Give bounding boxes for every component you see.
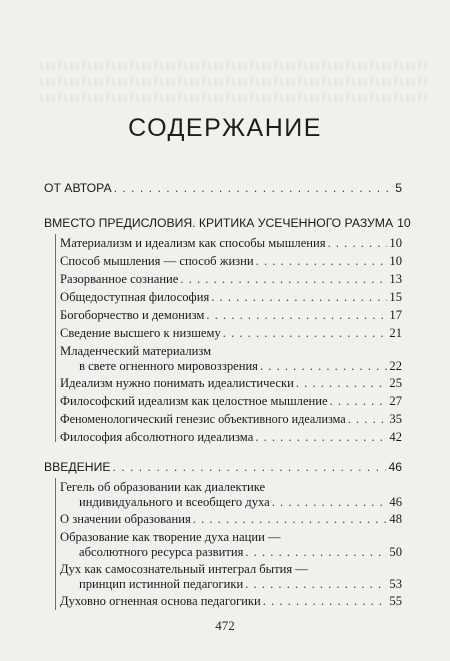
toc-entry-label: Сведение высшего к низшему — [60, 326, 221, 340]
page-title: СОДЕРЖАНИЕ — [128, 114, 322, 142]
toc-section[interactable] — [44, 460, 402, 475]
toc-page-number: 10 — [397, 216, 411, 230]
toc-entry[interactable] — [60, 394, 402, 409]
toc-leader — [206, 308, 387, 323]
toc-leader — [263, 594, 388, 609]
toc-leader — [296, 376, 388, 391]
toc-page-number: 5 — [395, 181, 402, 195]
toc-page-number: 22 — [389, 359, 402, 373]
toc-leader — [112, 460, 386, 475]
toc-page-number: 25 — [389, 376, 402, 390]
toc-entry-label: Младенческий материализм — [60, 344, 212, 358]
toc-entry-label: Разорванное сознание — [60, 272, 179, 286]
toc-entry[interactable] — [60, 562, 402, 592]
toc-leader — [260, 359, 387, 374]
toc-entry[interactable] — [60, 530, 402, 560]
toc-entry-label: Гегель об образовании как диалектике — [60, 480, 266, 494]
toc-leader — [114, 181, 394, 196]
toc-entry-label: Феноменологический генезис объективного идеализма — [60, 412, 346, 426]
toc-entry[interactable] — [60, 272, 402, 287]
toc-page-number: 17 — [389, 308, 402, 322]
toc-entry[interactable] — [60, 512, 402, 527]
toc-leader — [245, 545, 387, 560]
toc-page-number: 21 — [389, 326, 402, 340]
toc-leader — [180, 272, 387, 287]
toc-entry-label: Общедоступная философия — [60, 290, 210, 304]
toc-entry-label: Идеализм нужно понимать идеалистически — [60, 376, 294, 390]
toc-entry[interactable] — [60, 594, 402, 609]
toc-entry-label-continued: абсолютного ресурса развития — [79, 545, 244, 559]
toc-entry-label: Богоборчество и демонизм — [60, 308, 205, 322]
toc-entry-label-continued: индивидуального и всеобщего духа — [79, 495, 270, 509]
toc-entry-label: Философия абсолютного идеализма — [60, 430, 254, 444]
toc-entry-label: Материализм и идеализм как способы мышления — [60, 236, 326, 250]
toc-entry-label: Дух как самосознательный интеграл бытия — — [60, 562, 308, 576]
toc-page-number: 53 — [389, 577, 402, 591]
toc-section[interactable] — [44, 216, 411, 231]
toc-section[interactable] — [44, 181, 402, 196]
toc-entry[interactable] — [60, 308, 402, 323]
toc-entry-label: Философский идеализм как целостное мышление — [60, 394, 328, 408]
section-rule — [55, 478, 56, 610]
toc-entry[interactable] — [60, 344, 402, 374]
toc-page-number: 55 — [389, 594, 402, 608]
toc-section-label: ВМЕСТО ПРЕДИСЛОВИЯ. КРИТИКА УСЕЧЕННОГО РАЗУМА — [44, 216, 394, 230]
show-through-text — [40, 94, 428, 102]
toc-section-label: ВВЕДЕНИЕ — [44, 460, 111, 474]
toc-page-number: 13 — [389, 272, 402, 286]
toc-entry-label: Способ мышления — способ жизни — [60, 254, 254, 268]
toc-entry[interactable] — [60, 430, 402, 445]
toc-leader — [272, 495, 388, 510]
toc-entry-label-continued: в свете огненного мировоззрения — [79, 359, 258, 373]
toc-page-number: 15 — [389, 290, 402, 304]
toc-page-number: 46 — [388, 460, 402, 474]
show-through-text — [40, 78, 428, 86]
toc-page-number: 42 — [389, 430, 402, 444]
toc-entry[interactable] — [60, 412, 402, 427]
toc-page-number: 48 — [389, 512, 402, 526]
toc-leader — [256, 254, 388, 269]
show-through-text — [40, 62, 428, 70]
toc-leader — [328, 236, 388, 251]
toc-entry-label: Духовно огненная основа педагогики — [60, 594, 261, 608]
toc-page-number: 46 — [389, 495, 402, 509]
toc-section-label: ОТ АВТОРА — [44, 181, 112, 195]
toc-entry[interactable] — [60, 254, 402, 269]
toc-entry[interactable] — [60, 290, 402, 305]
toc-page-number: 35 — [389, 412, 402, 426]
toc-entry[interactable] — [60, 326, 402, 341]
toc-leader — [223, 326, 388, 341]
toc-entry-label-continued: принцип истинной педагогики — [79, 577, 244, 591]
toc-page-number: 10 — [389, 254, 402, 268]
toc-leader — [245, 577, 387, 592]
toc-entry[interactable] — [60, 376, 402, 391]
section-rule — [55, 234, 56, 442]
toc-entry-label: Образование как творение духа нации — — [60, 530, 281, 544]
toc-leader — [255, 430, 387, 445]
toc-leader — [348, 412, 388, 427]
toc-entry[interactable] — [60, 236, 402, 251]
toc-leader — [193, 512, 388, 527]
page-number: 472 — [215, 618, 235, 633]
toc-page-number: 50 — [389, 545, 402, 559]
toc-entry[interactable] — [60, 480, 402, 510]
toc-page-number: 27 — [389, 394, 402, 408]
toc-leader — [211, 290, 387, 305]
toc-entry-label: О значении образования — [60, 512, 191, 526]
toc-page-number: 10 — [389, 236, 402, 250]
toc-leader — [330, 394, 388, 409]
